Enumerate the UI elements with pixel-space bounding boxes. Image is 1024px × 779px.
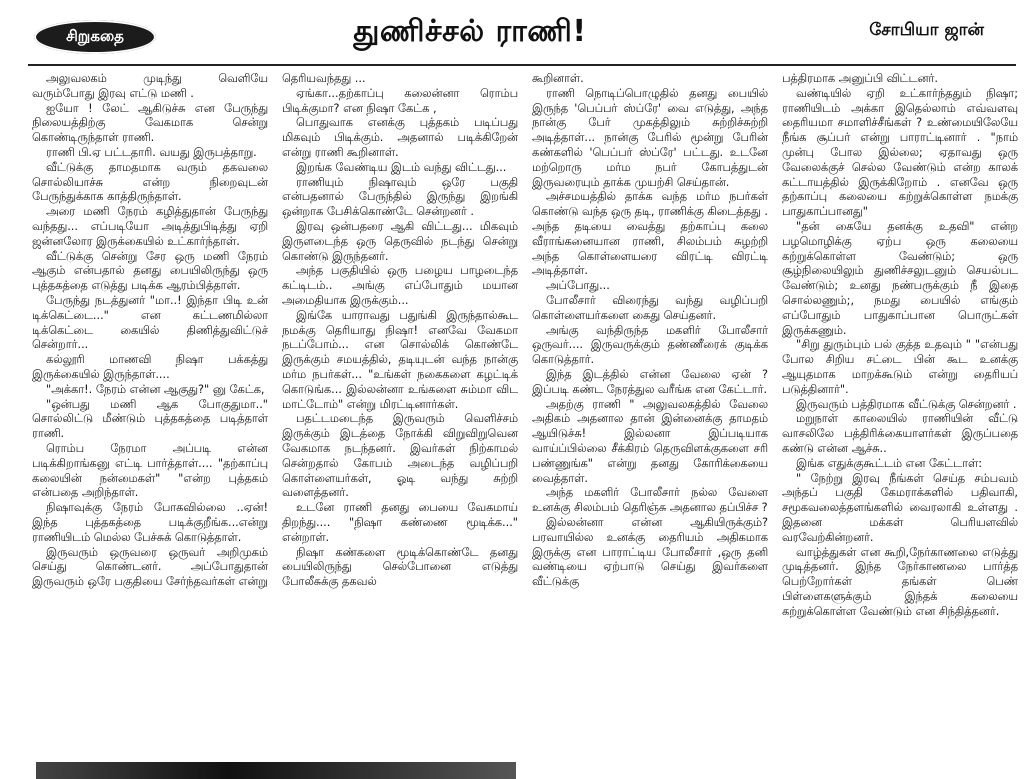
text-column-1 — [32, 72, 268, 762]
paragraph: போலீசார் விரைந்து வந்து வழிப்பறி கொள்ளையர்களை கைது செய்தனர். — [532, 293, 768, 322]
paragraph: அப்போது... — [546, 279, 610, 293]
paragraph: பொதுவாக எனக்கு புத்தகம் படிப்பது மிகவும் பிடிக்கும். அதனால் படிக்கிறேன் என்று ராணி கூறினாள். — [282, 116, 518, 159]
paragraph: அரை மணி நேரம் கழித்துதான் பேருந்து வந்தது... எப்படியோ அடித்துபிடித்து ஏறி ஜன்னலோர இருக்கையில் உட்கார்ந்தாள். — [32, 205, 268, 248]
paragraph: இங்கே யாராவது பதுங்கி இருந்தால்கூட நமக்கு தெரியாது நிஷா! எனவே வேகமா நடப்போம்... என சொல்லிக் கொண்டே இருக்கும் சமயத்தில், தடியுடன் வந்த நான்கு மர்ம நபர்கள்... "உங்கள் நகைகளை கழட்டிக் கொடுங்க... இல்லன்னா உங்களை சும்மா விட மாட்டோம்" என்று மிரட்டினார்கள். — [282, 308, 518, 411]
paragraph: "சிறு துரும்பும் பல் குத்த உதவும் " "என்பது போல சிறிய சட்டை பின் கூட உனக்கு ஆயுதமாக மாறக்கூடும் என்று தைரியப் படுத்தினார்". — [782, 338, 1018, 396]
paragraph: வீட்டுக்கு சென்று சேர ஒரு மணி நேரம் ஆகும் என்பதால் தனது பையிலிருந்து ஒரு புத்தகத்தை எடுத்து படிக்க ஆரம்பித்தாள். — [32, 249, 268, 293]
paragraph: அலுவலகம் முடிந்து வெளியே வரும்போது இரவு எட்டு மணி . — [32, 72, 268, 100]
paragraph: அந்த மகளிர் போலீசார் நல்ல வேளை உனக்கு சிலம்பம் தெரிஞ்சு அதனால தப்பிச்ச ? — [532, 486, 768, 515]
text-column-4 — [782, 72, 1018, 762]
paragraph: அதற்கு ராணி " அலுவலகத்தில் வேலை அதிகம் அதனால தான் இன்னைக்கு தாமதம் ஆயிடுச்சு! இல்லனா இப்படியாக வாய்ப்பில்லை சீக்கிரம் தெருவிளக்குகளை சரி பண்ணுங்க" என்று தனது கோரிக்கையை வைத்தாள். — [532, 397, 768, 485]
paragraph: " நேற்று இரவு நீங்கள் செய்த சம்பவம் அந்தப் பகுதி கேமராக்களில் பதிவாகி, சமூகவலைத்தளங்களில் வைரலாகி உள்ளது . இதனை மக்கள் பெரியளவில் வரவேற்கின்றனர். — [782, 471, 1018, 544]
paragraph: இருவரும் பத்திரமாக வீட்டுக்கு சென்றனர் . — [796, 397, 1017, 411]
paragraph: ராணியும் நிஷாவும் ஒரே பகுதி என்பதனால் பேருந்தில் இருந்து இறங்கி ஒன்றாக பேசிக்கொண்டே சென்றனர் . — [282, 175, 518, 219]
author-name: சோபியா ஜான் — [869, 20, 984, 40]
paragraph: ரொம்ப நேரமா அப்படி என்ன படிக்கிறாங்கனு எட்டி பார்த்தாள்.... "தற்காப்பு கலையின் நன்மைகள்" "என்ற புத்தகம் என்பதை அறிந்தாள். — [32, 441, 268, 500]
paragraph: பதட்டமடைந்த இருவரும் வெளிச்சம் இருக்கும் இடத்தை நோக்கி விறுவிறுவென வேகமாக நடந்தனர். இவர்கள் நிற்காமல் சென்றதால் கோபம் அடைந்த வழிப்பறி கொள்ளையர்கள், ஓடி வந்து சுற்றி வளைத்தனர். — [282, 412, 518, 500]
paragraph: மறுநாள் காலையில் ராணியின் வீட்டு வாசலிலே பத்திரிக்கையாளர்கள் இருப்பதை கண்டு என்ன ஆச்சு.. — [782, 412, 1018, 455]
paragraph: ராணி நொடிப்பொழுதில் தனது பையில் இருந்த 'பெப்பர் ஸ்ப்ரே' வை எடுத்து, அந்த நான்கு பேர் முகத்திலும் சுற்றிச்சுற்றி அடித்தாள்... நான்கு பேரில் மூன்று பேரின் கண்களில் 'பெப்பர் ஸ்ப்ரே' பட்டது. உடனே மற்றொரு மர்ம நபர் கோபத்துடன் இருவரையும் தாக்க முயற்சி செய்தான். — [532, 86, 768, 189]
paragraph: "ஒன்பது மணி ஆக போகுதுமா.." சொல்லிட்டு மீண்டும் புத்தகத்தை படித்தாள் ராணி. — [32, 397, 268, 441]
paragraph: இரவு ஒன்பதரை ஆகி விட்டது... மிகவும் இருளடைந்த ஒரு தெருவில் நடந்து சென்று கொண்டு இருந்தனர். — [282, 219, 518, 263]
header-rule — [28, 64, 1016, 66]
paragraph: "தன் கையே தனக்கு உதவி" என்ற பழமொழிக்கு ஏற்ப ஒரு கலையை கற்றுக்கொள்ள வேண்டும்; ஒரு சூழ்நிலையிலும் துணிச்சலுடனும் செயல்பட வேண்டும்; உனது நண்பருக்கும் நீ இதை சொல்லணும்;, நமது பையில் எங்கும் எப்போதும் பாதுகாப்பான பொருட்கள் இருக்கணும். — [782, 219, 1018, 337]
section-tag: சிறுகதை — [34, 20, 156, 54]
paragraph: இங்க எதுக்குகூட்டம் என கேட்டாள்: — [796, 456, 982, 470]
paragraph: ஏங்கா...தற்காப்பு கலைன்னா ரொம்ப பிடிக்குமா? என நிஷா கேட்க , — [282, 86, 518, 115]
paragraph: இந்த இடத்தில் என்ன வேலை ஏன் ? இப்படி கண்ட நேரத்துல வரீங்க என கேட்டார். — [532, 367, 768, 396]
paragraph: உடனே ராணி தனது பையை வேகமாய் திறந்து.... "நிஷா கண்ணை மூடிக்க..." என்றாள். — [282, 501, 518, 544]
paragraph: இருவரும் ஒருவரை ஒருவர் அறிமுகம் செய்து கொண்டனர். அப்போதுதான் இருவரும் ஒரே பகுதியை சேர்ந்தவர்கள் என்று — [32, 545, 268, 589]
text-column-3 — [532, 72, 768, 762]
paragraph: பேருந்து நடத்துனர் "மா..! இந்தா பிடி உன் டிக்கெட்டை..." என கட்டணமில்லா டிக்கெட்டை கையில் திணித்துவிட்டுச் சென்றார்... — [32, 293, 268, 352]
paragraph: வண்டியில் ஏறி உட்கார்ந்ததும் நிஷா; ராணியிடம் அக்கா இதெல்லாம் எவ்வளவு தைரியமா சமாளிச்சீங்கள் ? உண்மையிலேயே நீங்க சூப்பர் என்று பாராட்டினார் . "நாம் முன்பு போல இல்லை; ஏதாவது ஒரு வேலைக்குச் செல்ல வேண்டும் என்ற காலக் கட்டாயத்தில் இருக்கிறோம் . எனவே ஒரு தற்காப்பு கலையை கற்றுக்கொள்ள நமக்கு பாதுகாப்பானது" — [782, 86, 1018, 219]
paragraph: அச்சமயத்தில் தாக்க வந்த மர்ம நபர்கள் கொண்டு வந்த ஒரு தடி, ராணிக்கு கிடைத்தது . அந்த தடியை வைத்து தற்காப்பு கலை வீராங்கனையான ராணி, சிலம்பம் சுழற்றி அந்த கொள்ளையரை விரட்டி விரட்டி அடித்தாள். — [532, 190, 768, 278]
paragraph: நிஷா கண்களை மூடிக்கொண்டே தனது பையிலிருந்து செல்போனை எடுத்து போலீசுக்கு தகவல் — [282, 545, 518, 589]
paragraph: கல்லூரி மாணவி நிஷா பக்கத்து இருக்கையில் இருந்தாள்.... — [32, 353, 268, 381]
article-header — [0, 0, 1024, 68]
article-photo — [36, 762, 516, 779]
paragraph: இல்லன்னா என்ன ஆகியிருக்கும்? பரவாயில்ல உனக்கு தைரியம் அதிகமாக இருக்கு என பாராட்டிய போலீசார் ,ஒரு தனி வண்டியை ஏற்பாடு செய்து இவர்களை வீட்டுக்கு — [532, 515, 768, 589]
paragraph: அங்கு வந்திருந்த மகளிர் போலீசார் ஒருவர்.... இருவருக்கும் தண்ணீரைக் குடிக்க கொடுத்தார். — [532, 323, 768, 367]
paragraph: தெரியவந்தது ... — [282, 72, 366, 85]
paragraph: வாழ்த்துகள் என கூறி,நேர்காணலை எடுத்து முடித்தனர். இந்த நேர்காணலை பார்த்த பெற்றோர்கள் தங்கள் பெண் பிள்ளைகளுக்கும் இந்தக் கலையை கற்றுக்கொள்ள வேண்டும் என சிந்தித்தனர். — [782, 545, 1018, 618]
paragraph: ராணி பி.ஏ பட்டதாரி. வயது இருபத்தாறு. — [46, 145, 257, 159]
paragraph: இறங்க வேண்டிய இடம் வந்து விட்டது... — [296, 160, 507, 174]
paragraph: "அக்கா!. நேரம் என்ன ஆகுது?" னு கேட்க, — [46, 382, 265, 396]
paragraph: கூறினாள். — [532, 72, 584, 85]
article-body — [32, 72, 1018, 762]
paragraph: ஐயோ ! லேட் ஆகிடுச்சு என பேருந்து நிலையத்திற்கு வேகமாக சென்று கொண்டிருந்தாள் ராணி. — [32, 101, 268, 145]
article-title: துணிச்சல் ராணி! — [353, 14, 587, 49]
paragraph: வீட்டுக்கு தாமதமாக வரும் தகவலை சொல்லியாச்சு என்ற நிறைவுடன் பேருந்துக்காக காத்திருந்தாள். — [32, 160, 268, 204]
paragraph: நிஷாவுக்கு நேரம் போகவில்லை ..ஏன்! இந்த புத்தகத்தை படிக்குறீங்க...என்று ராணியிடம் மெல்ல பேச்சுக் கொடுத்தாள். — [32, 501, 268, 544]
paragraph: அந்த பகுதியில் ஒரு பழைய பாழடைந்த கட்டிடம்.. அங்கு எப்போதும் மயான அமைதியாக இருக்கும்... — [282, 264, 518, 307]
paragraph: பத்திரமாக அனுப்பி விட்டனர். — [782, 72, 938, 85]
text-column-2 — [282, 72, 518, 762]
